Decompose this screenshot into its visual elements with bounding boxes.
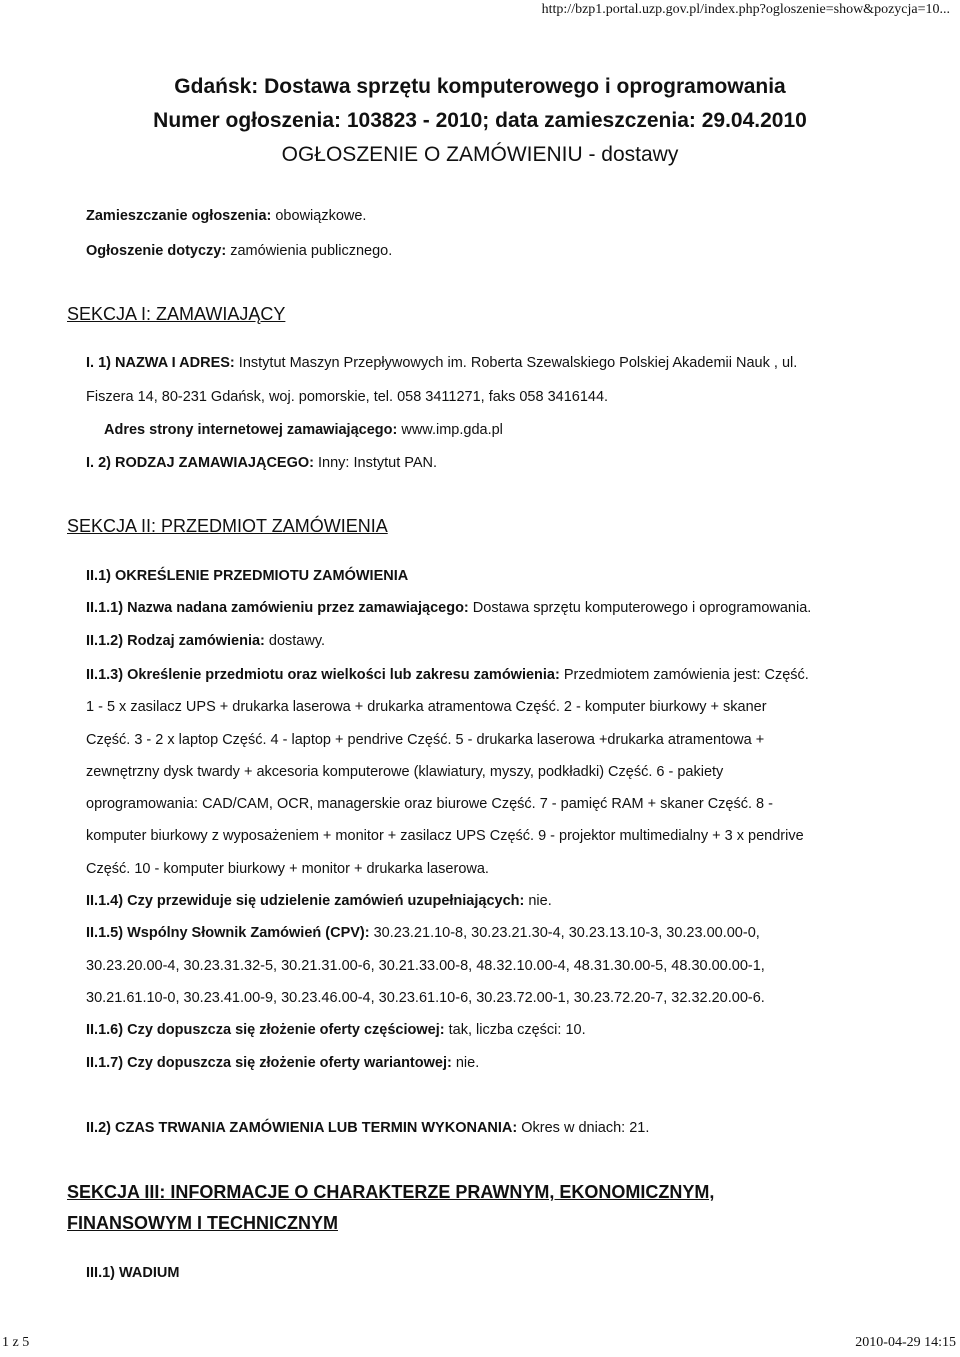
order-name-row <box>86 600 811 616</box>
address-row-2: Fiszera 14, 80-231 Gdańsk, woj. pomorskie, tel. 058 3411271, faks 058 3416144. <box>86 389 609 405</box>
supplementary-orders-value: nie. <box>524 893 552 909</box>
title-line-3: OGŁOSZENIE O ZAMÓWIENIU - dostawy <box>281 143 679 166</box>
cpv-label: II.1.5) Wspólny Słownik Zamówień (CPV): <box>86 925 370 941</box>
concerns-row <box>86 243 392 259</box>
description-line: Część. 3 - 2 x laptop Część. 4 - laptop + pendrive Część. 5 - drukarka laserowa +drukarka atramentowa + <box>86 732 765 748</box>
order-description-row <box>86 667 809 683</box>
placement-value: obowiązkowe. <box>271 208 367 224</box>
partial-offer-value: tak, liczba części: 10. <box>444 1022 586 1038</box>
contracting-type-row <box>86 455 437 471</box>
duration-value: Okres w dniach: 21. <box>517 1120 650 1136</box>
page-number: 1 z 5 <box>2 1335 30 1350</box>
concerns-value: zamówienia publicznego. <box>226 243 393 259</box>
duration-row <box>86 1120 649 1136</box>
page-url-header: http://bzp1.portal.uzp.gov.pl/index.php?ogloszenie=show&pozycja=10... <box>541 2 950 17</box>
order-description-label: II.1.3) Określenie przedmiotu oraz wielkości lub zakresu zamówienia: <box>86 667 560 683</box>
partial-offer-label: II.1.6) Czy dopuszcza się złożenie oferty częściowej: <box>86 1022 445 1038</box>
variant-offer-row <box>86 1055 479 1071</box>
description-line: zewnętrzny dysk twardy + akcesoria komputerowe (klawiatury, myszy, podkładki) Część. 6 - pakiety <box>86 764 724 780</box>
contracting-type-label: I. 2) RODZAJ ZAMAWIAJĄCEGO: <box>86 455 314 471</box>
subsection-2-1: II.1) OKREŚLENIE PRZEDMIOTU ZAMÓWIENIA <box>86 568 409 584</box>
cpv-value: 30.23.21.10-8, 30.23.21.30-4, 30.23.13.10-3, 30.23.00.00-0, <box>369 925 760 941</box>
address-row <box>86 355 797 371</box>
description-line: oprogramowania: CAD/CAM, OCR, managerskie oraz biurowe Część. 7 - pamięć RAM + skaner Część. 8 - <box>86 796 773 812</box>
order-name-label: II.1.1) Nazwa nadana zamówieniu przez zamawiającego: <box>86 600 469 616</box>
cpv-row <box>86 925 760 941</box>
order-kind-value: dostawy. <box>264 633 326 649</box>
order-kind-row <box>86 633 325 649</box>
partial-offer-row <box>86 1022 586 1038</box>
contracting-type-value: Inny: Instytut PAN. <box>313 455 438 471</box>
title-line-2: Numer ogłoszenia: 103823 - 2010; data zamieszczenia: 29.04.2010 <box>153 109 807 132</box>
variant-offer-label: II.1.7) Czy dopuszcza się złożenie oferty wariantowej: <box>86 1055 452 1071</box>
section-1-heading: SEKCJA I: ZAMAWIAJĄCY <box>67 304 286 324</box>
supplementary-orders-row <box>86 893 552 909</box>
cpv-line: 30.23.20.00-4, 30.23.31.32-5, 30.21.31.00-6, 30.21.33.00-8, 48.32.10.00-4, 48.31.30.00-5, 48.30.00.00-1, <box>86 958 765 974</box>
document-title <box>0 70 960 172</box>
section-3-heading-line-1: SEKCJA III: INFORMACJE O CHARAKTERZE PRAWNYM, EKONOMICZNYM, <box>67 1182 715 1202</box>
subsection-3-1: III.1) WADIUM <box>86 1265 180 1281</box>
cpv-line: 30.21.61.10-0, 30.23.41.00-9, 30.23.46.00-4, 30.23.61.10-6, 30.23.72.00-1, 30.23.72.20-7, 32.32.20.00-6. <box>86 990 765 1006</box>
variant-offer-value: nie. <box>451 1055 480 1071</box>
address-label: I. 1) NAZWA I ADRES: <box>86 355 235 371</box>
supplementary-orders-label: II.1.4) Czy przewiduje się udzielenie zamówień uzupełniających: <box>86 893 525 909</box>
description-line: 1 - 5 x zasilacz UPS + drukarka laserowa + drukarka atramentowa Część. 2 - komputer biurkowy + skaner <box>86 699 767 715</box>
website-value[interactable]: www.imp.gda.pl <box>397 422 503 438</box>
order-name-value: Dostawa sprzętu komputerowego i oprogramowania. <box>468 600 812 616</box>
website-row <box>104 422 503 438</box>
website-label: Adres strony internetowej zamawiającego: <box>104 422 398 438</box>
print-datetime: 2010-04-29 14:15 <box>855 1335 956 1350</box>
order-kind-label: II.1.2) Rodzaj zamówienia: <box>86 633 265 649</box>
address-value-1: Instytut Maszyn Przepływowych im. Roberta Szewalskiego Polskiej Akademii Nauk , ul. <box>234 355 798 371</box>
title-line-1: Gdańsk: Dostawa sprzętu komputerowego i oprogramowania <box>174 75 786 98</box>
section-2-heading: SEKCJA II: PRZEDMIOT ZAMÓWIENIA <box>67 516 388 536</box>
duration-label: II.2) CZAS TRWANIA ZAMÓWIENIA LUB TERMIN WYKONANIA: <box>86 1120 518 1136</box>
placement-label: Zamieszczanie ogłoszenia: <box>86 208 272 224</box>
placement-row <box>86 208 366 224</box>
concerns-label: Ogłoszenie dotyczy: <box>86 243 227 259</box>
description-line: komputer biurkowy z wyposażeniem + monitor + zasilacz UPS Część. 9 - projektor multimedialny + 3 x pendrive <box>86 828 804 844</box>
order-description-value: Przedmiotem zamówienia jest: Część. <box>559 667 809 683</box>
section-3-heading-line-2: FINANSOWYM I TECHNICZNYM <box>67 1213 338 1233</box>
description-line: Część. 10 - komputer biurkowy + monitor + drukarka laserowa. <box>86 861 489 877</box>
